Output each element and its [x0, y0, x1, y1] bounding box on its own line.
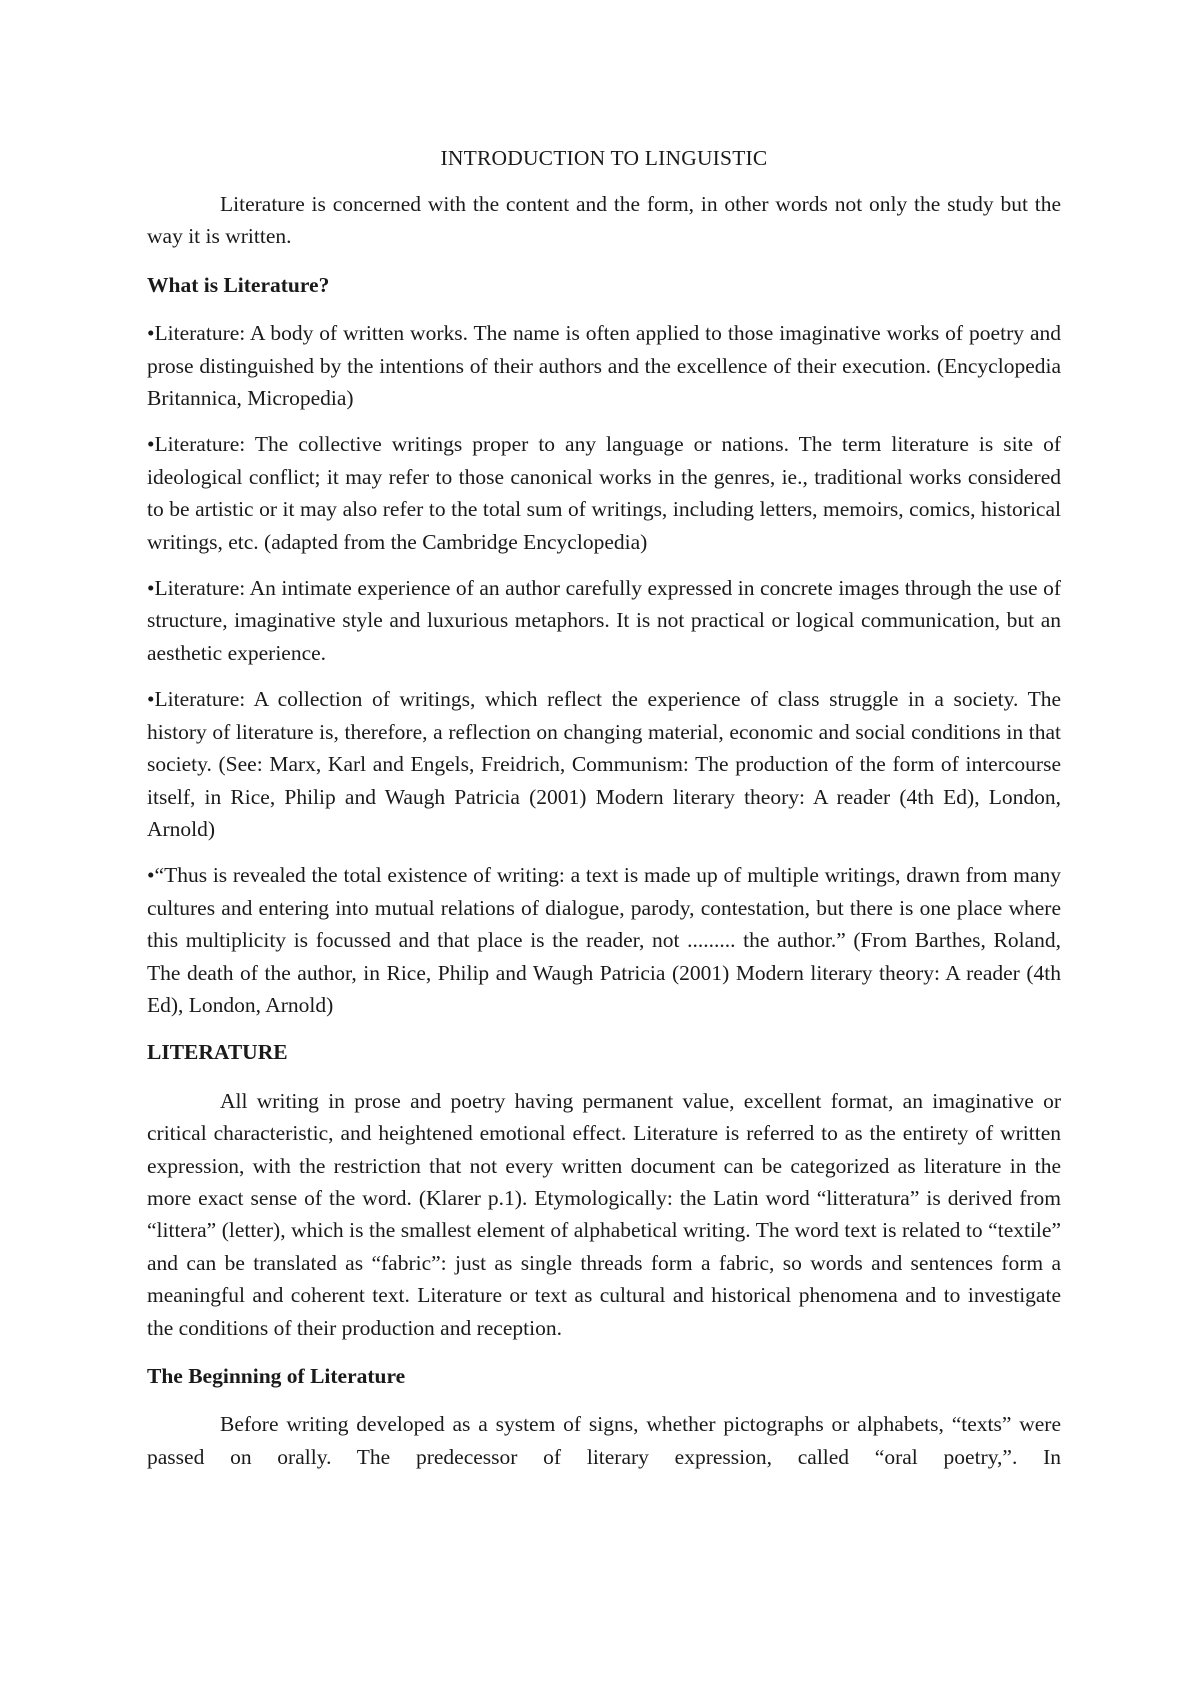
intro-paragraph: Literature is concerned with the content and the form, in other words not only the study but the way it is written.	[147, 192, 1061, 249]
definition-paragraph: •Literature: An intimate experience of an author carefully expressed in concrete images through the use of structure, imaginative style and luxurious metaphors. It is not practical or logical communication, but an aesthetic experience.	[147, 576, 1061, 665]
definition-paragraph: •Literature: The collective writings proper to any language or nations. The term literature is site of ideological conflict; it may refer to those canonical works in the genres, ie., traditional works considered to be artistic or it may also refer to the total sum of writings, including letters, memoirs, comics, historical writings, etc. (adapted from the Cambridge Encyclopedia)	[147, 432, 1061, 554]
definition-paragraph: •Literature: A collection of writings, which reflect the experience of class struggle in a society. The history of literature is, therefore, a reflection on changing material, economic and social conditions in that society. (See: Marx, Karl and Engels, Freidrich, Communism: The production of the form of intercourse itself, in Rice, Philip and Waugh Patricia (2001) Modern literary theory: A reader (4th Ed), London, Arnold)	[147, 687, 1061, 841]
heading-what-is-literature: What is Literature?	[147, 272, 330, 297]
beginning-paragraph: Before writing developed as a system of signs, whether pictographs or alphabets, “texts” were passed on orally. The predecessor of literary expression, called “oral poetry,”. In	[147, 1412, 1061, 1469]
document-body	[147, 142, 1061, 1473]
heading-literature: LITERATURE	[147, 1040, 288, 1065]
definition-paragraph: •Literature: A body of written works. The name is often applied to those imaginative works of poetry and prose distinguished by the intentions of their authors and the excellence of their execution. (Encyclopedia Britannica, Micropedia)	[147, 321, 1061, 411]
definition-paragraph: •“Thus is revealed the total existence of writing: a text is made up of multiple writings, drawn from many cultures and entering into mutual relations of dialogue, parody, contestation, but there is one place where this multiplicity is focussed and that place is the reader, not ......... the author.” (From Barthes, Roland, The death of the author, in Rice, Philip and Waugh Patricia (2001) Modern literary theory: A reader (4th Ed), London, Arnold)	[147, 863, 1061, 1017]
document-title: INTRODUCTION TO LINGUISTIC	[440, 146, 768, 170]
heading-beginning-of-literature: The Beginning of Literature	[147, 1364, 406, 1388]
literature-paragraph: All writing in prose and poetry having permanent value, excellent format, an imaginative or critical characteristic, and heightened emotional effect. Literature is referred to as the entirety of written expression, with the restriction that not every written document can be categorized as literature in the more exact sense of the word. (Klarer p.1). Etymologically: the Latin word “litteratura” is derived from “littera” (letter), which is the smallest element of alphabetical writing. The word text is related to “textile” and can be translated as “fabric”: just as single threads form a fabric, so words and sentences form a meaningful and coherent text. Literature or text as cultural and historical phenomena and to investigate the conditions of their production and reception.	[147, 1088, 1061, 1340]
